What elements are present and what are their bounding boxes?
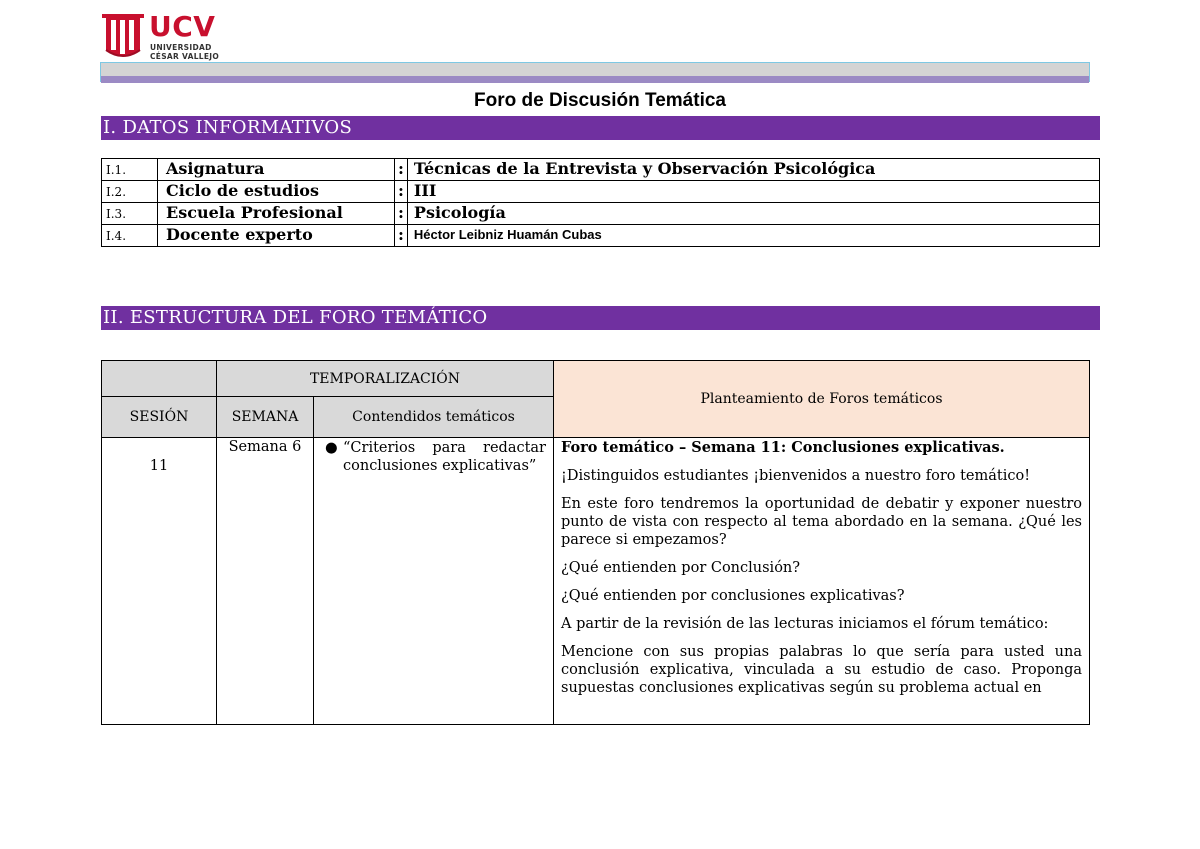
document-title: Foro de Discusión Temática [474, 90, 726, 111]
info-value: III [407, 181, 1099, 203]
forum-title: Foro temático – Semana 11: Conclusiones explicativas. [561, 439, 1005, 456]
info-row [102, 181, 1100, 203]
header-temporalizacion: TEMPORALIZACIÓN [217, 361, 554, 397]
header-sesion: SESIÓN [102, 397, 217, 438]
logo-line-1: UNIVERSIDAD [150, 43, 212, 52]
ucv-shield-icon [100, 10, 146, 60]
cell-forum [554, 438, 1090, 725]
structure-table [101, 360, 1090, 725]
info-value: Técnicas de la Entrevista y Observación Psicológica [407, 159, 1099, 181]
section-heading-datos: I. DATOS INFORMATIVOS [101, 116, 1100, 140]
info-colon: : [395, 159, 408, 181]
info-label: Docente experto [158, 225, 395, 247]
info-num: I.3. [102, 203, 158, 225]
header-contenidos: Contendidos temáticos [314, 397, 554, 438]
info-label: Ciclo de estudios [158, 181, 395, 203]
list-item [315, 439, 552, 475]
header-blank [102, 361, 217, 397]
bullet-icon: ● [325, 440, 338, 456]
info-row [102, 225, 1100, 247]
table-row [102, 438, 1090, 725]
ucv-logo [100, 10, 225, 62]
forum-paragraph: ¿Qué entienden por conclusiones explicativas? [561, 588, 905, 604]
info-table [101, 158, 1100, 247]
info-value: Psicología [407, 203, 1099, 225]
forum-paragraph: En este foro tendremos la oportunidad de debatir y exponer nuestro punto de vista con respecto al tema abordado en la semana. ¿Qué les parece si empezamos? [561, 496, 1082, 548]
info-label: Escuela Profesional [158, 203, 395, 225]
header-planteamiento: Planteamiento de Foros temáticos [554, 361, 1090, 438]
info-num: I.4. [102, 225, 158, 247]
info-num: I.2. [102, 181, 158, 203]
info-row [102, 159, 1100, 181]
info-value: Héctor Leibniz Huamán Cubas [407, 225, 1099, 247]
cell-sesion: 11 [102, 438, 217, 725]
section-heading-estructura: II. ESTRUCTURA DEL FORO TEMÁTICO [101, 306, 1100, 330]
header-bar-grey [101, 63, 1089, 76]
info-num: I.1. [102, 159, 158, 181]
header-semana: SEMANA [217, 397, 314, 438]
contenido-text: “Criterios para redactar conclusiones explicativas” [343, 440, 546, 474]
cell-contenido [314, 438, 554, 725]
info-colon: : [395, 203, 408, 225]
header-bar [100, 62, 1090, 82]
info-label: Asignatura [158, 159, 395, 181]
info-row [102, 203, 1100, 225]
forum-paragraph: ¡Distinguidos estudiantes ¡bienvenidos a nuestro foro temático! [561, 468, 1031, 484]
header-bar-purple [101, 76, 1089, 83]
logo-brand: UCV [149, 10, 216, 43]
info-colon: : [395, 225, 408, 247]
info-colon: : [395, 181, 408, 203]
table-header-row [102, 361, 1090, 397]
logo-line-2: CÉSAR VALLEJO [150, 52, 220, 61]
cell-semana: Semana 6 [217, 438, 314, 725]
forum-paragraph: Mencione con sus propias palabras lo que sería para usted una conclusión explicativa, vinculada a su estudio de caso. Proponga supuestas conclusiones explicativas según su problema actual en [561, 644, 1082, 696]
forum-paragraph: A partir de la revisión de las lecturas iniciamos el fórum temático: [561, 616, 1049, 632]
logo-university-name [150, 43, 219, 61]
forum-paragraph: ¿Qué entienden por Conclusión? [561, 560, 801, 576]
